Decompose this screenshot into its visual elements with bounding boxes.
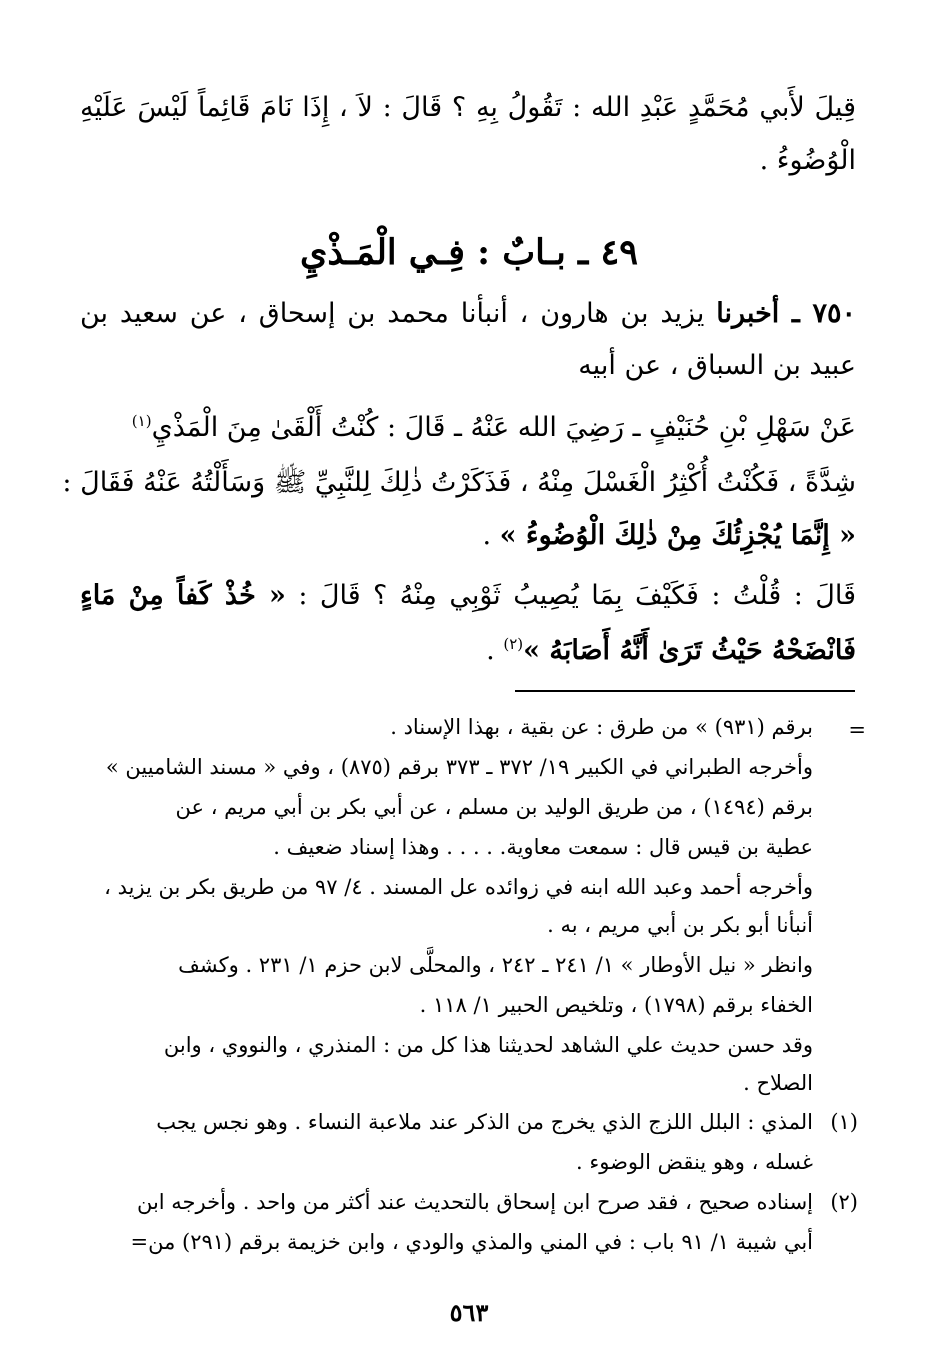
footnote-cont-line: وقد حسن حديث علي الشاهد لحديثنا هذا كل من : المنذري ، والنووي ، وابن — [163, 1033, 813, 1057]
hadith-matn-line-3 — [482, 520, 856, 551]
footnote-cont-line: الصلاح . — [743, 1071, 813, 1095]
page-number: ٥٦٣ — [449, 1298, 489, 1327]
footnote-ref-1: (١) — [131, 412, 152, 430]
footnote-1-line: المذي : البلل اللزج الذي يخرج من الذكر عند ملاعبة النساء . وهو نجس يجب — [156, 1110, 813, 1134]
footnote-cont-line: برقم (١٤٩٤) ، من طريق الوليد بن مسلم ، عن أبي بكر بن أبي مريم ، عن — [175, 795, 813, 819]
hadith-matn-line-4 — [80, 580, 856, 611]
footnote-1-marker: (١) — [830, 1110, 858, 1134]
hadith-chain-line-1 — [80, 298, 856, 329]
footnote-ref-2: (٢) — [503, 635, 524, 653]
hadith-chain-line-2: عبيد بن السباق ، عن أبيه — [578, 350, 856, 381]
footnote-cont-line: وانظر « نيل الأوطار » ١/ ٢٤١ ـ ٢٤٢ ، والمحلَّى لابن حزم ١/ ٢٣١ . وكشف — [178, 953, 813, 977]
prophet-quote-2: « خُذْ كَفاً مِنْ مَاءٍ — [80, 580, 286, 611]
footnote-2-line: أبي شيبة ١/ ٩١ باب : في المني والمذي والودي ، وابن خزيمة برقم (٢٩١) من= — [130, 1230, 813, 1254]
footnote-2-marker: (٢) — [830, 1190, 858, 1214]
hadith-matn-line-5 — [486, 635, 856, 666]
hadith-chain-text: يزيد بن هارون ، أنبأنا محمد بن إسحاق ، عن سعيد بن — [80, 298, 705, 329]
footnote-cont-line: عطية بن قيس قال : سمعت معاوية. . . . . وهذا إسناد ضعيف . — [273, 835, 813, 859]
period: . — [482, 520, 500, 551]
footnote-divider — [515, 690, 855, 692]
top-text-line-2: الْوُضُوءُ . — [759, 145, 856, 176]
footnote-2-line: إسناده صحيح ، فقد صرح ابن إسحاق بالتحديث عند أكثر من واحد . وأخرجه ابن — [136, 1190, 813, 1214]
prophet-quote-2-end: فَانْضَحْهُ حَيْثُ تَرَىٰ أَنَّهُ أَصَابَهُ » — [523, 635, 856, 666]
footnote-cont-line: وأخرجه أحمد وعبد الله ابنه في زوائده عل المسند . ٤/ ٩٧ من طريق بكر بن يزيد ، — [104, 875, 813, 899]
prophet-quote-1: « إِنَّمَا يُجْزِئُكَ مِنْ ذٰلِكَ الْوُضُوءُ » — [499, 520, 856, 551]
hadith-matn-line-1 — [132, 412, 856, 443]
footnote-cont-line: برقم (٩٣١) » من طرق : عن بقية ، بهذا الإسناد . — [390, 715, 813, 739]
top-text-line-1: قِيلَ لأَبي مُحَمَّدٍ عَبْدِ الله : تَقُولُ بِهِ ؟ قَالَ : لاَ ، إِذَا نَامَ قَائِماً لَيْسَ عَلَيْهِ — [80, 92, 856, 123]
matn-text: قَالَ : قُلْتُ : فَكَيْفَ بِمَا يُصِيبُ ثَوْبِي مِنْهُ ؟ قَالَ : — [298, 580, 856, 611]
chapter-heading: ٤٩ ـ بـابٌ : فِـي الْمَـذْيِ — [299, 232, 639, 273]
continuation-mark: = — [848, 718, 866, 742]
footnote-cont-line: الخفاء برقم (١٧٩٨) ، وتلخيص الحبير ١/ ١١٨ . — [419, 993, 813, 1017]
hadith-matn-line-2: شِدَّةً ، فَكُنْتُ أُكْثِرُ الْغَسْلَ مِنْهُ ، فَذَكَرْتُ ذٰلِكَ لِلنَّبِيِّ ﷺ وَسَأَلْتُهُ عَنْهُ فَقَالَ : — [62, 467, 856, 498]
hadith-number: ٧٥٠ ـ أخبرنا — [716, 298, 856, 329]
footnote-cont-line: وأخرجه الطبراني في الكبير ١٩/ ٣٧٢ ـ ٣٧٣ برقم (٨٧٥) ، وفي « مسند الشاميين » — [105, 755, 813, 779]
footnote-1-line: غسله ، وهو ينقض الوضوء . — [576, 1150, 813, 1174]
matn-text: عَنْ سَهْلِ بْنِ حُنَيْفٍ ـ رَضِيَ الله عَنْهُ ـ قَالَ : كُنْتُ أَلْقَىٰ مِنَ الْمَذْيِ — [151, 412, 856, 443]
period: . — [486, 635, 504, 666]
footnote-cont-line: أنبأنا أبو بكر بن أبي مريم ، به . — [547, 913, 813, 937]
